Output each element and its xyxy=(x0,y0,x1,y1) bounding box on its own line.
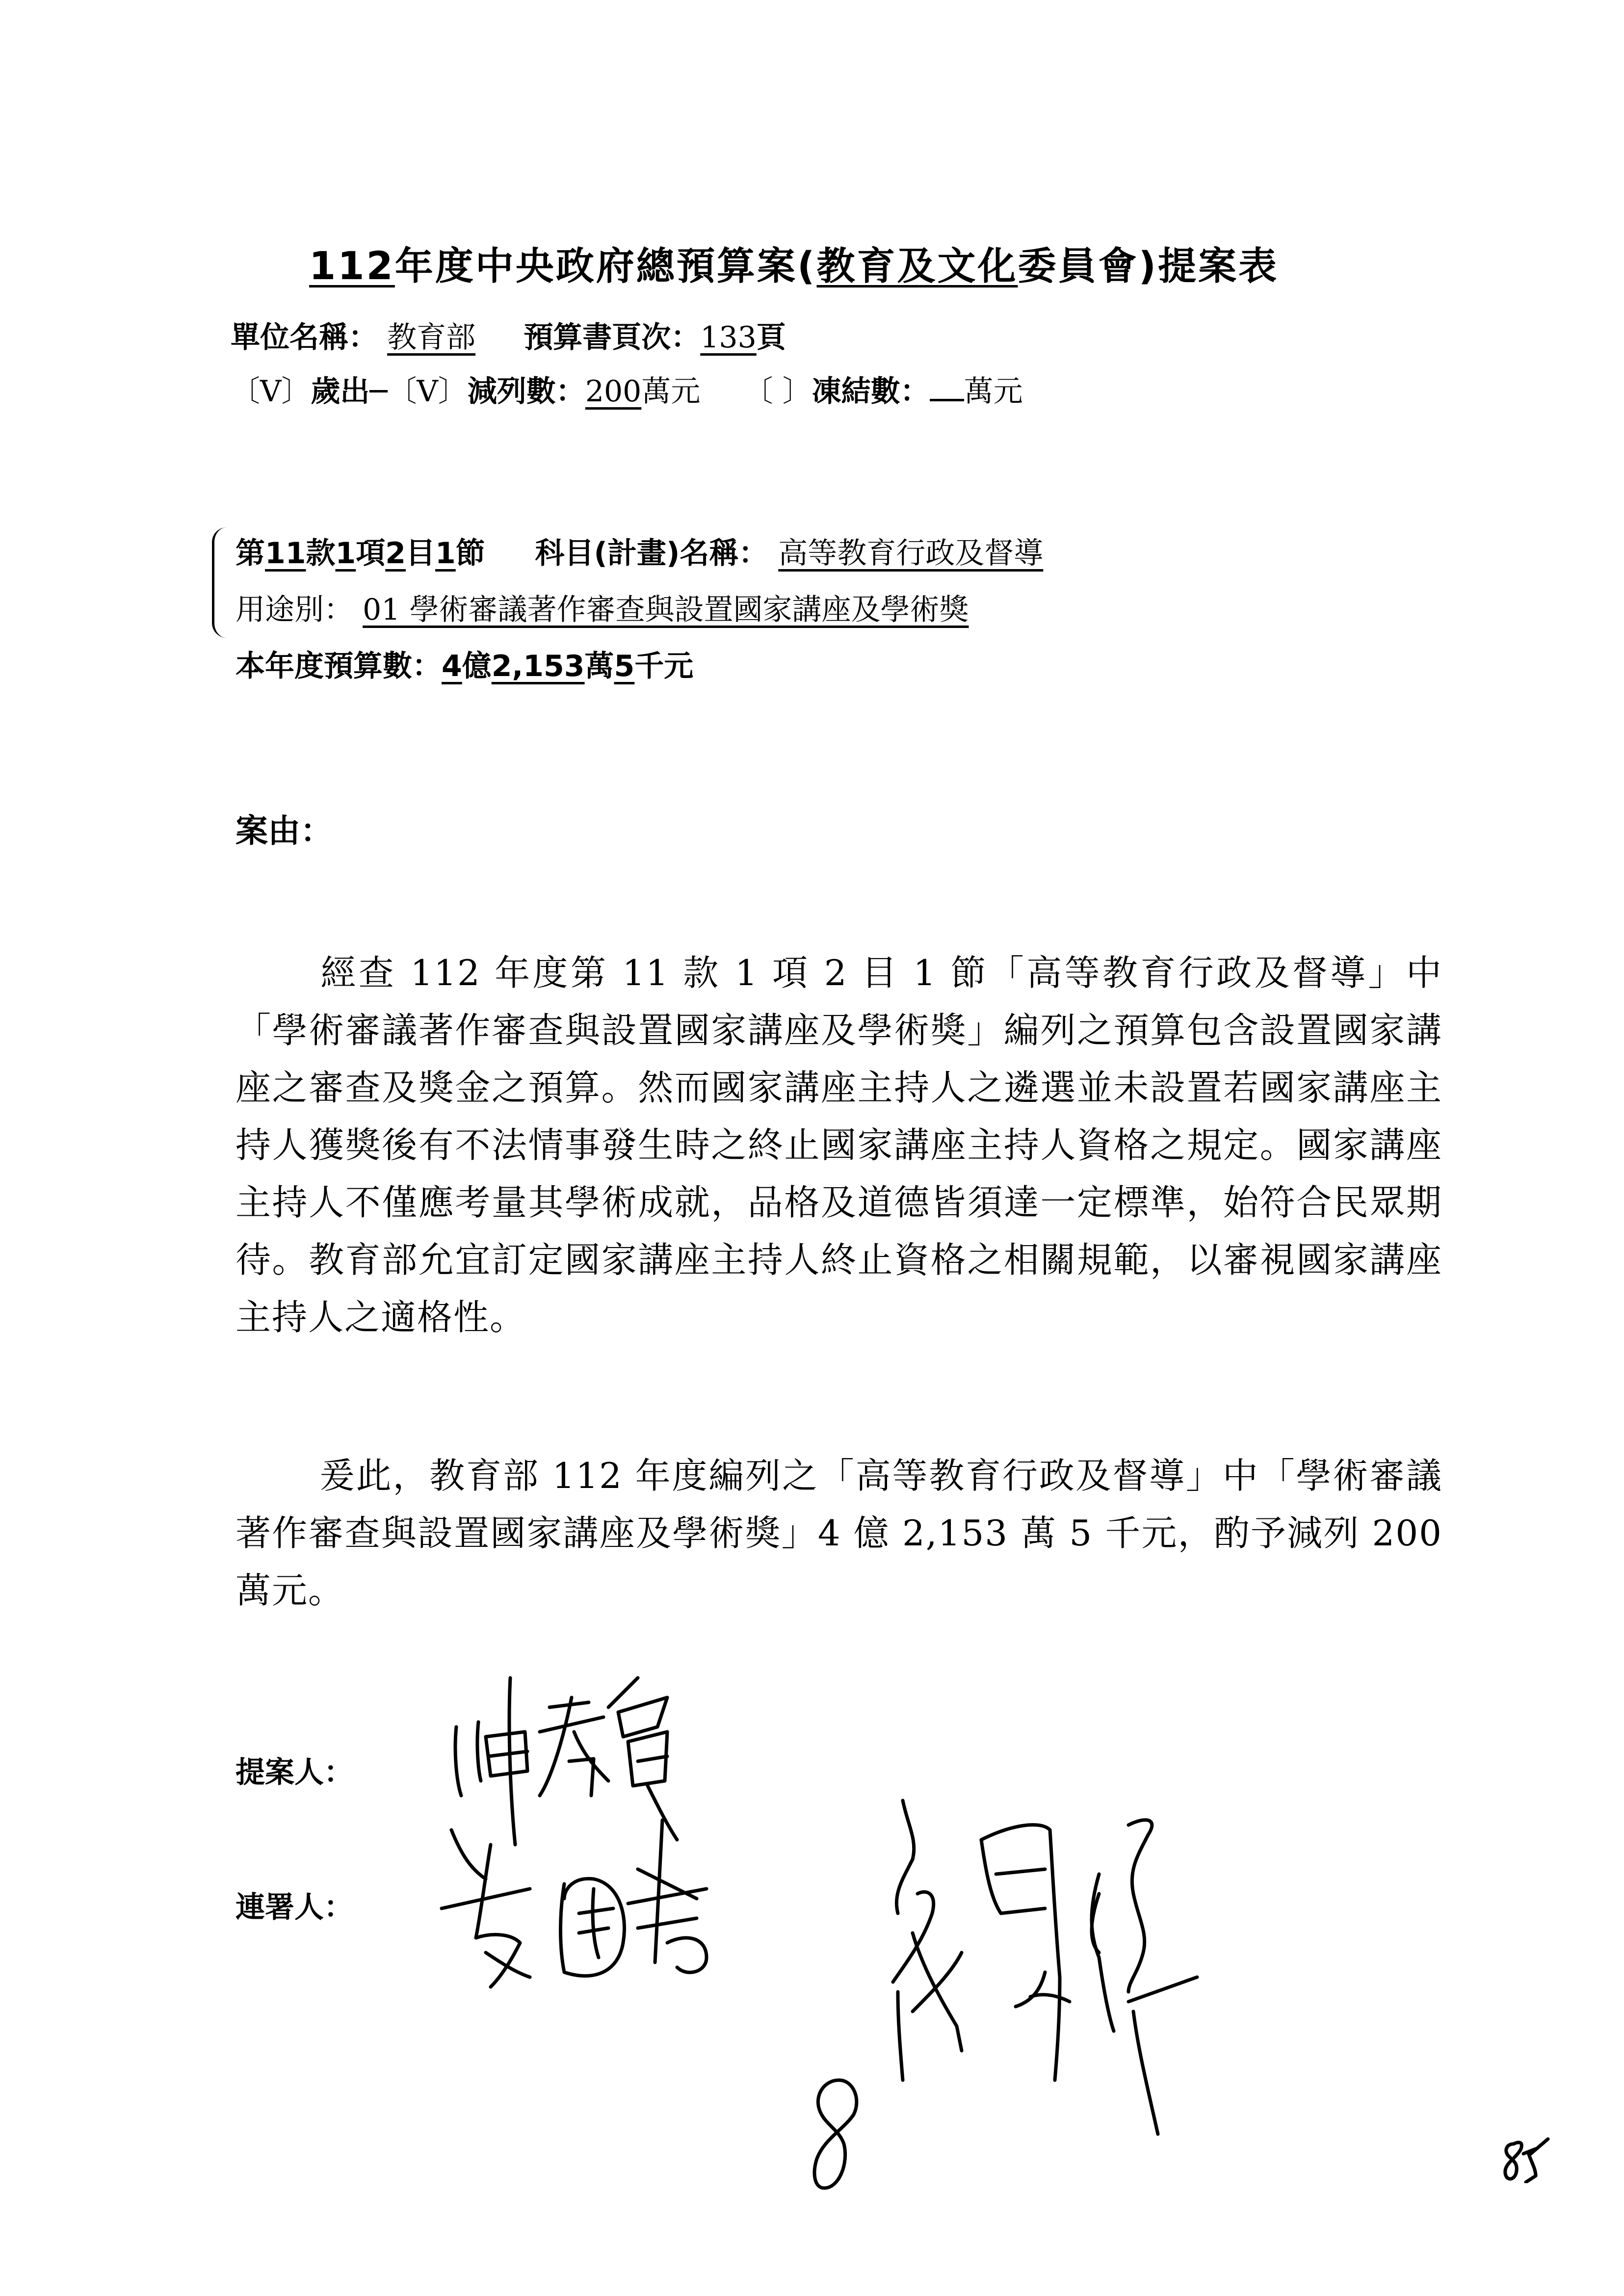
unit-value: 教育部 xyxy=(387,320,476,355)
item-jie: 1 xyxy=(435,536,456,571)
budget-qian-label: 千元 xyxy=(634,649,694,683)
budget-qian: 5 xyxy=(614,649,635,683)
use-label: 用途別： xyxy=(236,593,353,627)
cosigner-2-signature xyxy=(883,1796,1276,2149)
annual-budget-line xyxy=(236,643,693,685)
amount-type-line xyxy=(231,368,1023,410)
subject-label: 科目(計畫)名稱： xyxy=(535,536,768,571)
reduce-value: 200 xyxy=(585,374,642,409)
budget-yi-label: 億 xyxy=(462,649,492,683)
form-title xyxy=(309,235,1279,290)
title-year: 112 xyxy=(309,244,395,288)
reduce-label: 減列數： xyxy=(467,374,585,409)
item-mu: 2 xyxy=(385,536,406,571)
handwritten-mark-eight xyxy=(805,2070,873,2198)
freeze-checkbox: 〔 〕 xyxy=(743,374,812,409)
reduce-unit: 萬元 xyxy=(641,374,701,409)
budget-wan-label: 萬 xyxy=(584,649,614,683)
title-suffix: 委員會)提案表 xyxy=(1018,244,1279,288)
paragraph-text: 爰此，教育部 112 年度編列之「高等教育行政及督導」中「學術審議著作審查與設置國家講座及學術獎」4 億 2,153 萬 5 千元，酌予減列 200 萬元。 xyxy=(236,1455,1442,1611)
subject-value: 高等教育行政及督導 xyxy=(778,536,1044,571)
cosigner-label: 連署人： xyxy=(236,1890,353,1925)
cosigner-1-signature-text: 黃國書 xyxy=(432,1815,433,1816)
paragraph-text: 經查 112 年度第 11 款 1 項 2 目 1 節「高等教育行政及督導」中「學術審議著作審查與設置國家講座及學術獎」編列之預算包含設置國家講座之審查及獎金之預算。然而國家講座主持人之遴選並未設置若國家講座主持人獲獎後有不法情事發生時之終止國家講座主持人資格之規定。國家講座主持人不僅應考量其學術成就，品格及道德皆須達一定標準，始符合民眾期待。教育部允宜訂定國家講座主持人終止資格之相關規範，以審視國家講座主持人之適格性。 xyxy=(236,952,1442,1338)
title-prefix: 年度中央政府總預算案( xyxy=(394,244,817,288)
cosigner-1-signature xyxy=(432,1815,775,2002)
use-value: 01 學術審議著作審查與設置國家講座及學術獎 xyxy=(363,593,969,627)
proposer-signature-text: 陳秀寳 xyxy=(442,1668,443,1669)
item-prefix: 第 xyxy=(236,536,265,571)
page-value: 133 xyxy=(700,320,757,355)
reduce-checkbox: 〔V〕 xyxy=(387,374,468,409)
item-xiang: 1 xyxy=(335,536,356,571)
unit-line xyxy=(231,314,786,356)
handwritten-page-number xyxy=(1501,2134,1555,2183)
use-line xyxy=(236,586,969,628)
budget-yi: 4 xyxy=(442,649,462,683)
item-kuan: 11 xyxy=(265,536,306,571)
budget-item-line xyxy=(236,530,1043,572)
freeze-label: 凍結數： xyxy=(812,374,930,409)
reason-paragraph xyxy=(236,944,1442,1346)
item-kuan-label: 款 xyxy=(306,536,336,571)
freeze-unit: 萬元 xyxy=(964,374,1023,409)
proposer-label: 提案人： xyxy=(236,1755,353,1790)
title-committee: 教育及文化 xyxy=(816,244,1018,288)
unit-label: 單位名稱： xyxy=(231,320,378,355)
item-xiang-label: 項 xyxy=(356,536,386,571)
item-mu-label: 目 xyxy=(406,536,435,571)
expenditure-label: 歲出─ xyxy=(311,374,388,409)
item-jie-label: 節 xyxy=(455,536,485,571)
reason-label: 案由： xyxy=(236,812,333,850)
expenditure-checkbox: 〔V〕 xyxy=(231,374,311,409)
budget-label: 本年度預算數： xyxy=(236,649,442,683)
page-suffix: 頁 xyxy=(756,320,786,355)
item-bracket xyxy=(212,527,232,638)
page-number-text: 85 xyxy=(1501,2134,1502,2135)
freeze-value-blank xyxy=(930,369,964,401)
budget-wan: 2,153 xyxy=(491,649,585,683)
page-label: 預算書頁次： xyxy=(524,320,701,355)
conclusion-paragraph xyxy=(236,1447,1442,1619)
